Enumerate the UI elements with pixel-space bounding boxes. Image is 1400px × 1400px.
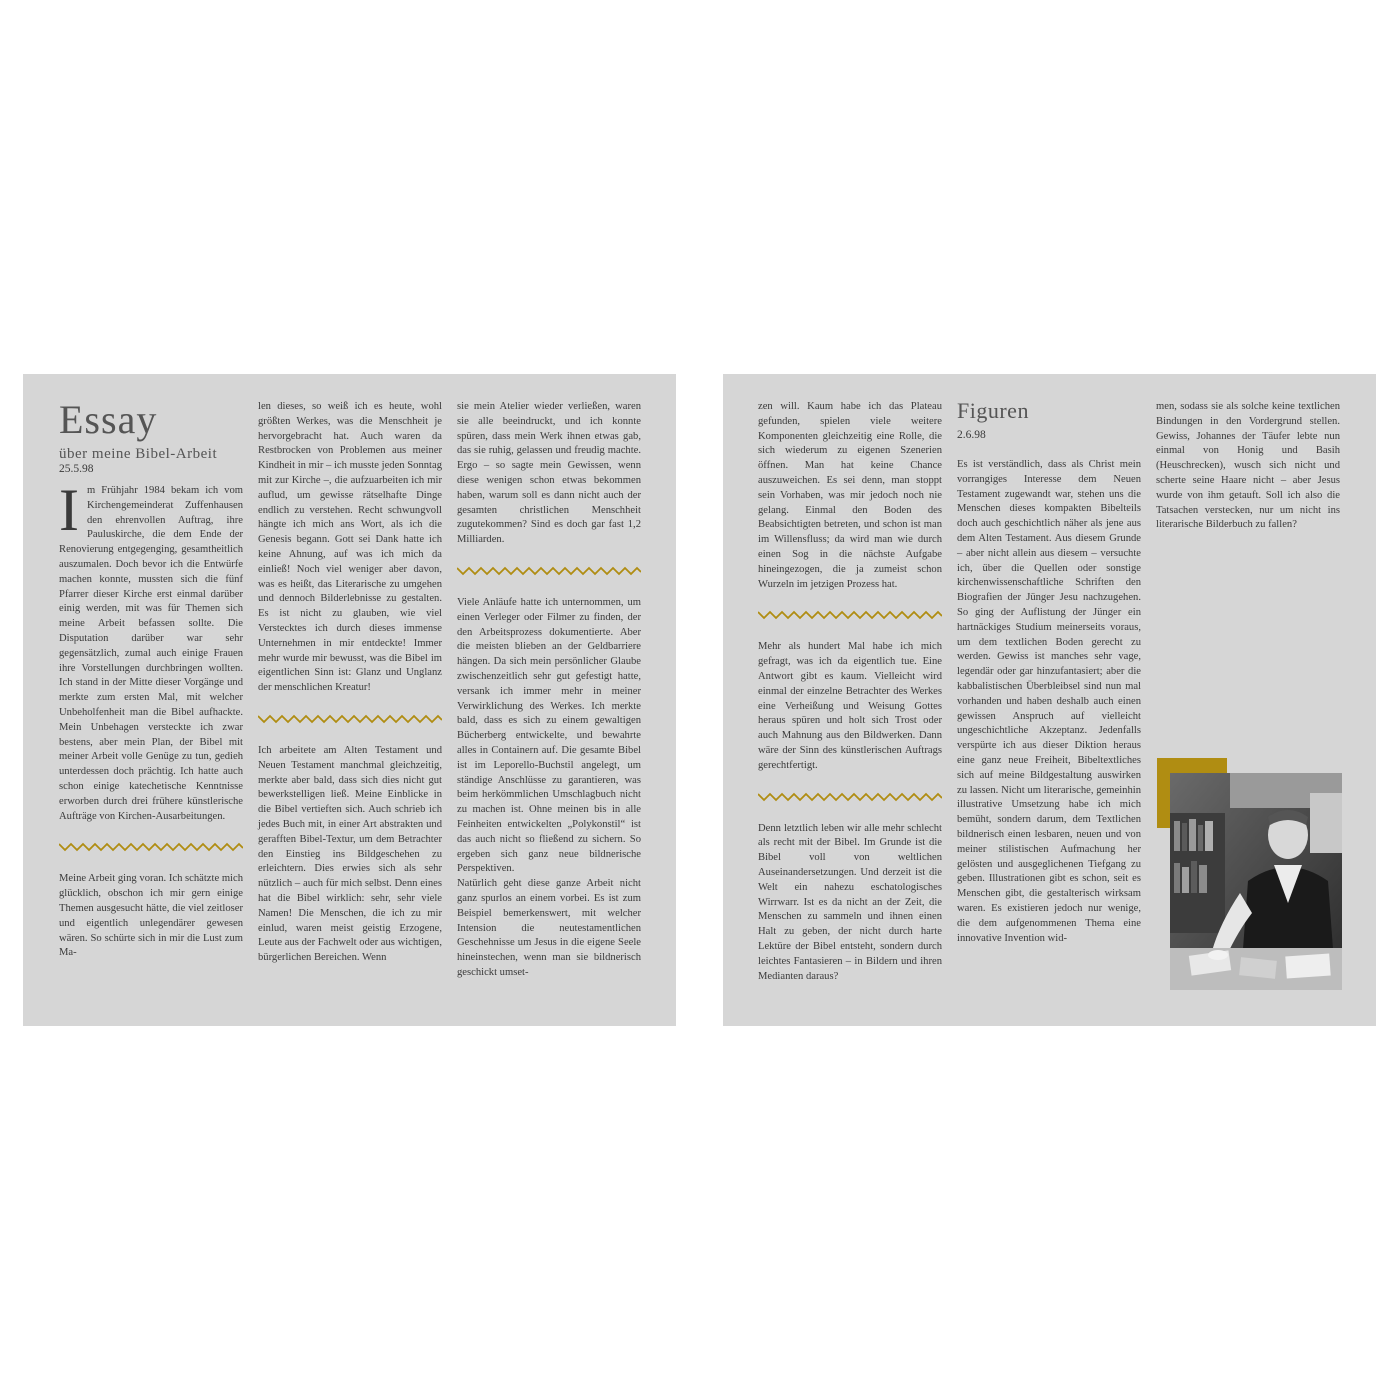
drop-cap: I (59, 477, 79, 543)
figuren-title: Figuren (957, 398, 1029, 423)
essay-date: 25.5.98 (59, 463, 94, 475)
paragraph: sie mein Atelier wieder verließen, waren sie alle beeindruckt, und ich konnte spüren, dass mein Werk ihnen etwas gab, das sie ruhig, gelassen und freudig machte. Ergo – so sagte mein Gewissen, wenn diese wenigen schon etwas bekommen haben, warum soll es dann nicht auch der gesamten christlichen Menschheit zugutekommen? Sind es doch gar fast 1,2 Milliarden. (457, 401, 641, 546)
essay-title: Essay (59, 397, 158, 442)
artist-portrait-photo (1170, 773, 1342, 990)
paragraph: zen will. Kaum habe ich das Plateau gefunden, spielen viele weitere Komponenten gleichzeitig eine Rolle, die sich wiederum zu eigenen Szenerien öffnen. Man hat keine Chance auszuweichen. Es sei denn, man stoppt sein Vorhaben, was mir jedoch noch nie gelang. Einmal den Boden des Beabsichtigten betreten, und schon ist man im Willensfluss; da wird man wie durch einen Sog in die nächste Aufgabe hineingezogen, die ja zumeist schon Wurzeln im jetzigen Prozess hat. (758, 401, 942, 590)
paragraph: Mehr als hundert Mal habe ich mich gefragt, was ich da eigentlich tue. Eine Antwort gibt es kaum. Vielleicht wird einmal der einzelne Betrachter des Werkes eine Verheißung und Weisung Gottes heraus spüren und holt sich Trost oder auch Mahnung aus den Bildwerken. Dann wäre der Sinn des künstlerischen Auftrags gerechtfertigt. (758, 641, 942, 771)
right-column-1 (758, 400, 942, 984)
paragraph: len dieses, so weiß ich es heute, wohl größten Werkes, was die Menschheit je hervorgebracht hat. Auch waren da Restbrocken von Problemen aus meiner Kindheit in mir – ich musste jeden Sonntag mit zur Kirche –, die aufzuarbeiten ich mir auflud, um gewisse rätselhafte Dinge endlich zu verstehen. Recht schwungvoll hängte ich mich ans Wort, als ich die Genesis begann. Gott sei Dank hatte ich keine Ahnung, auf was ich mich da einließ! Noch viel weniger aber davon, was es heißt, das Literarische zu umgehen und dennoch Bilderlebnisse zu gestalten. Es ist nicht zu glauben, wie viel Verstecktes ich durch dieses immense Unternehmen in mir entdeckte! Immer mehr wurde mir bewusst, was die Bibel im eigentlichen Sinn ist: Glanz und Unglanz der menschlichen Kreatur! (258, 401, 442, 694)
zigzag-divider-icon (457, 566, 641, 576)
paragraph: Es ist verständlich, dass als Christ mein vorrangiges Interesse dem Neuen Testament zugewandt war, stehen uns die Menschen dieses kompakten Bibelteils doch auch geschichtlich näher als jene aus dem Alten Testament. Aus diesem Grunde – aber nicht allein aus diesem – versuchte ich, über die Quellen oder sonstige kirchenwissenschaftliche Schriften den Biografien der Jünger Jesu nachzugehen. So ging der Auflistung der Jünger ein hartnäckiges Studium meinerseits voraus, um dem textlichen Boden gerecht zu werden. Gewiss ist manches sehr vage, legendär oder gar hinzufantasiert; aber die kabbalistischen Überbleibsel sind nun mal vorhanden und haben deshalb auch einen gewissen Anspruch auf vielleicht ungeschichtliche Akzeptanz. Jedenfalls verspürte ich aus dieser Diktion heraus eine ganz neue Freiheit, Bibeltextliches sich auf meine Bildgestaltung auswirken zu lassen. Nicht um literarische, gemeinhin illustrative Umsetzung habe ich mich bemüht, sondern darum, dem Textlichen bildnerisch einen lesbaren, neuen und von meiner stilistischen Aufmachung her gelösten und ausgeglichenen Tiefgang zu geben. Illustrationen gibt es schon, seit es Menschen gibt, die gestalterisch wirksam waren. Es existieren jedoch nur wenige, die dem aufgenommenen Thema eine innovative Invention wid- (957, 459, 1141, 944)
paragraph: Viele Anläufe hatte ich unternommen, um einen Verleger oder Filmer zu finden, der den Arbeitsprozess dokumentierte. Aber die meisten blieben an der Geldbarriere hängen. Da sich mein persönlicher Glaube zwischenzeitlich sehr gut gefestigt hatte, versank ich immer mehr in meiner Verwirklichung des Werkes. Ich merkte bald, dass es sich zu einem gewaltigen Bücherberg entwickelte, und bewahrte alles in Containern auf. Die gesamte Bibel ist im Leporello-Buchstil angelegt, um ständige Anschlüsse zu garantieren, was beim herkömmlichen Umschlagbuch nicht zu machen ist. Ohne meinen bis in alle Feinheiten entwickelten „Polykonstil“ ist das auch nicht so fließend zu sichern. So ergeben sich ganz neue bildnerische Perspektiven. (457, 596, 641, 875)
left-column-3 (457, 400, 641, 981)
right-column-2 (957, 400, 1141, 946)
figuren-date: 2.6.98 (957, 429, 986, 441)
paragraph: Denn letztlich leben wir alle mehr schlecht als recht mit der Bibel. Im Grunde ist die Bibel voll von weltlichen Auseinandersetzungen. Und derzeit ist die Welt ein nahezu eschatologisches Wirrwarr. Ist es da nicht an der Zeit, die Menschen zu sammeln und ihnen einen Halt zu geben, der nicht durch harte Lektüre der Bibel entsteht, sondern durch leichtes Fantasieren – in Bildern und ihren Medianten daraus? (758, 822, 942, 982)
essay-subtitle: über meine Bibel-Arbeit (59, 446, 218, 462)
paragraph: Meine Arbeit ging voran. Ich schätzte mich glücklich, obschon ich mir gern einige Themen ausgesucht hätte, die viel zeitloser und eigentlich unlegendärer gewesen wären. So schürte sich in mir die Lust zum Ma- (59, 873, 243, 959)
zigzag-divider-icon (758, 792, 942, 802)
zigzag-divider-icon (59, 842, 243, 852)
paragraph: m Frühjahr 1984 bekam ich vom Kirchengemeinderat Zuffenhausen den ehrenvollen Auftrag, ihre Pauluskirche, die dem Ende der Renovierung entgegenging, gesamtheitlich auszumalen. Doch bevor ich die Entwürfe machen konnte, mussten sich die fünf Pfarrer dieser Kirche erst einmal darüber einig werden, mit was für Themen sich meine Arbeit befassen sollte. Die Disputation darüber war sehr gegensätzlich, zumal auch einige Frauen ihre Vorstellungen durchbringen wollten. Ich stand in der Mitte dieser Vorgänge und merkte zum ersten Mal, mit welcher Unbeholfenheit man die Bibel aufhackte. Mein Unbehagen versteckte ich zwar bestens, aber mein Plan, der Bibel mit meiner Arbeit volle Genüge zu tun, gedieh unterdessen doch prächtig. Ich hatte auch schon einige katechetische Kenntnisse erworben durch drei frühere künstlerische Aufträge von Kirchen-Ausarbeitungen. (59, 485, 243, 822)
paragraph: men, sodass sie als solche keine textlichen Bindungen in den Vordergrund stellen. Gewiss, Johannes der Täufer lebte nun einmal von Honig und Basih (Heuschrecken), wusch sich nicht und scherte seine Haare nicht – aber Jesus wurde von ihm getauft. Soll ich also die Tatsachen verstecken, nur um nicht ins literarische Bilderbuch zu fallen? (1156, 401, 1340, 531)
intro-paragraph-wrap (59, 477, 243, 824)
portrait-photo-frame (1157, 758, 1347, 990)
left-page (23, 374, 676, 1026)
left-column-1 (59, 397, 243, 961)
right-page (723, 374, 1376, 1026)
zigzag-divider-icon (258, 714, 442, 724)
paragraph: Natürlich geht diese ganze Arbeit nicht ganz spurlos an einem vorbei. Es ist zum Beispiel bemerkenswert, mit welcher Intension die neutestamentlichen Geschehnisse um Jesus in die eigene Seele hineinstechen, wenn man sie bildnerisch geschickt umset- (457, 878, 641, 978)
right-column-3 (1156, 400, 1340, 533)
zigzag-divider-icon (758, 610, 942, 620)
paragraph: Ich arbeitete am Alten Testament und Neuen Testament manchmal gleichzeitig, merkte aber bald, dass sich dies nicht gut bewerkstelligen ließ. Meine Einblicke in die Bibel vertieften sich. Auch schrieb ich jedes Buch mit, in einer Art abstrakten und gerafften Bibel-Textur, um dem Betrachter den Einstieg ins Bildgeschehen zu erleichtern. Dies erwies sich als sehr nützlich – auch für mich selbst. Denn eines hat die Bibel wirklich: sehr, sehr viele Namen! Die Menschen, die ich zu mir einlud, waren meist geistig Erzogene, Leute aus der Fachwelt oder aus wichtigen, bürgerlichen Bereichen. Wenn (258, 744, 442, 964)
left-column-2 (258, 400, 442, 966)
